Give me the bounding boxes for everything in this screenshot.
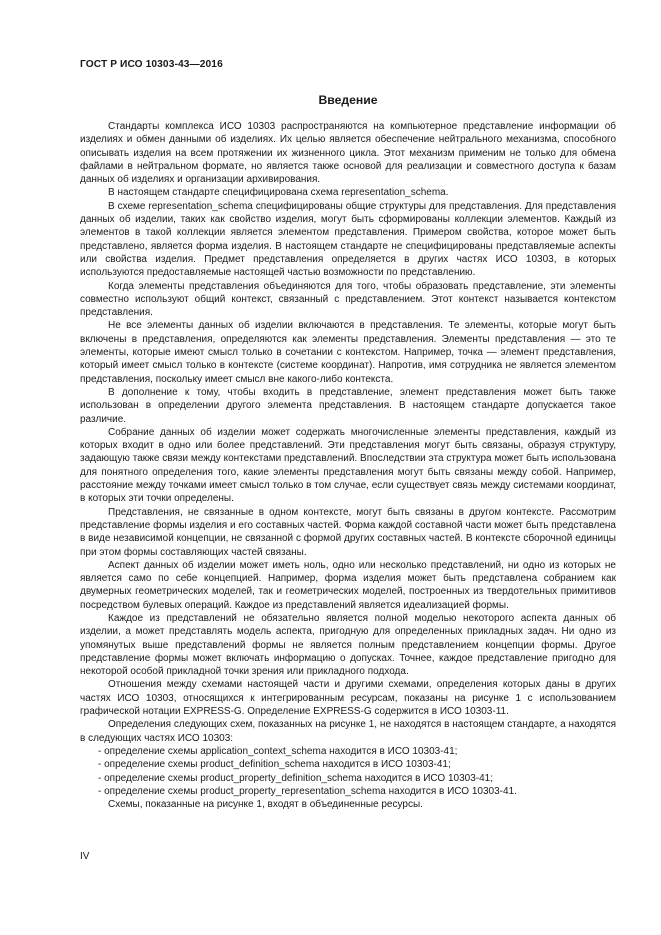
paragraph: Представления, не связанные в одном контексте, могут быть связаны в другом контексте. Рассмотрим представление формы изделия и его составных частей. Форма каждой составной части может быть представлена в виде независимой концепции, не связанной с формой других составных частей. В контексте сборочной единицы при этом формы составляющих частей связаны. [80,506,616,558]
page-title: Введение [318,93,378,107]
standard-header: ГОСТ Р ИСО 10303-43—2016 [80,59,223,70]
document-body [80,120,616,811]
list-item: - определение схемы application_context_schema находится в ИСО 10303-41; [98,745,458,757]
paragraph: В настоящем стандарте специфицирована схема representation_schema. [108,187,449,199]
closing-paragraph: Схемы, показанные на рисунке 1, входят в объединенные ресурсы. [108,799,423,811]
page-number: IV [80,851,90,862]
paragraph: Стандарты комплекса ИСО 10303 распространяются на компьютерное представление информации об изделиях и обмен данными об изделиях. Их целью является обеспечение нейтрального механизма, способного описывать изделия на всем протяжении их жизненного цикла. Этот механизм применим не только для обмена файлами в нейтральном формате, но является также основой для реализации и совместного доступа к базам данных об изделиях и организации архивирования. [80,121,616,186]
list-item: - определение схемы product_property_representation_schema находится в ИСО 10303-41. [98,785,517,797]
paragraph: Когда элементы представления объединяются для того, чтобы образовать представление, эти элементы совместно используют общий контекст, связанный с представлением. Этот контекст называется контекстом представления. [80,280,616,319]
paragraph: В схеме representation_schema специфицированы общие структуры для представления. Для представления данных об изделии, таких как свойство изделия, могут быть сформированы коллекции элементов. Каждый из элементов в такой коллекции является элементом представления. Примером свойства, которое может быть представлено, является форма изделия. В настоящем стандарте не специфицированы представляемые аспекты или свойства изделия. Предмет представления определяется в других частях ИСО 10303, в которых используются предоставляемые настоящей частью возможности по представлению. [80,200,616,279]
paragraph: Аспект данных об изделии может иметь ноль, одно или несколько представлений, ни одно из которых не является само по себе концепцией. Например, форма изделия может быть представлена собранием как двумерных геометрических моделей, так и геометрических моделей, построенных из твердотельных примитивов посредством булевых операций. Каждое из представлений является идеализацией формы. [80,559,616,611]
paragraph: Собрание данных об изделии может содержать многочисленные элементы представления, каждый из которых входит в одно или более представлений. Эти представления могут быть связаны, образуя структуру, задающую также связи между контекстами представлений. Впоследствии эта структура может быть использована для понятного определения того, какие элементы представления могут быть связаны между собой. Например, расстояние между точками имеет смысл только в том случае, если существует связь между системами координат, в которых эти точки определены. [80,426,616,505]
paragraph: Определения следующих схем, показанных на рисунке 1, не находятся в настоящем стандарте, а находятся в следующих частях ИСО 10303: [80,719,616,744]
paragraph: Каждое из представлений не обязательно является полной моделью некоторого аспекта данных об изделии, а может представлять модель аспекта, пригодную для определенных прикладных задач. Ни одно из упомянутых выше представлений формы не является полным представлением концепции формы. Другое представление формы может включать информацию о допусках. Точнее, каждое представление пригодно для некоторой особой прикладной точки зрения или прикладного подхода. [80,612,616,678]
paragraph: В дополнение к тому, чтобы входить в представление, элемент представления может быть также использован в определении другого элемента представления. В настоящем стандарте допускается такое различие. [80,386,616,425]
paragraph: Не все элементы данных об изделии включаются в представления. Те элементы, которые могут быть включены в представления, определяются как элементы представления. Элементы представления — это те элементы, которые имеют смысл только в сочетании с контекстом. Например, точка — элемент представления, который имеет смысл только в контексте (системе координат). Напротив, имя сотрудника не является элементом представления, поскольку имеет смысл вне какого-либо контекста. [80,320,616,385]
list-item: - определение схемы product_definition_schema находится в ИСО 10303-41; [98,759,451,771]
paragraph: Отношения между схемами настоящей части и другими схемами, определения которых даны в других частях ИСО 10303, относящихся к интегрированным ресурсам, показаны на рисунке 1 с использованием графической нотации EXPRESS-G. Определение EXPRESS-G содержится в ИСО 10303-11. [80,679,616,718]
list-item: - определение схемы product_property_definition_schema находится в ИСО 10303-41; [98,772,494,784]
